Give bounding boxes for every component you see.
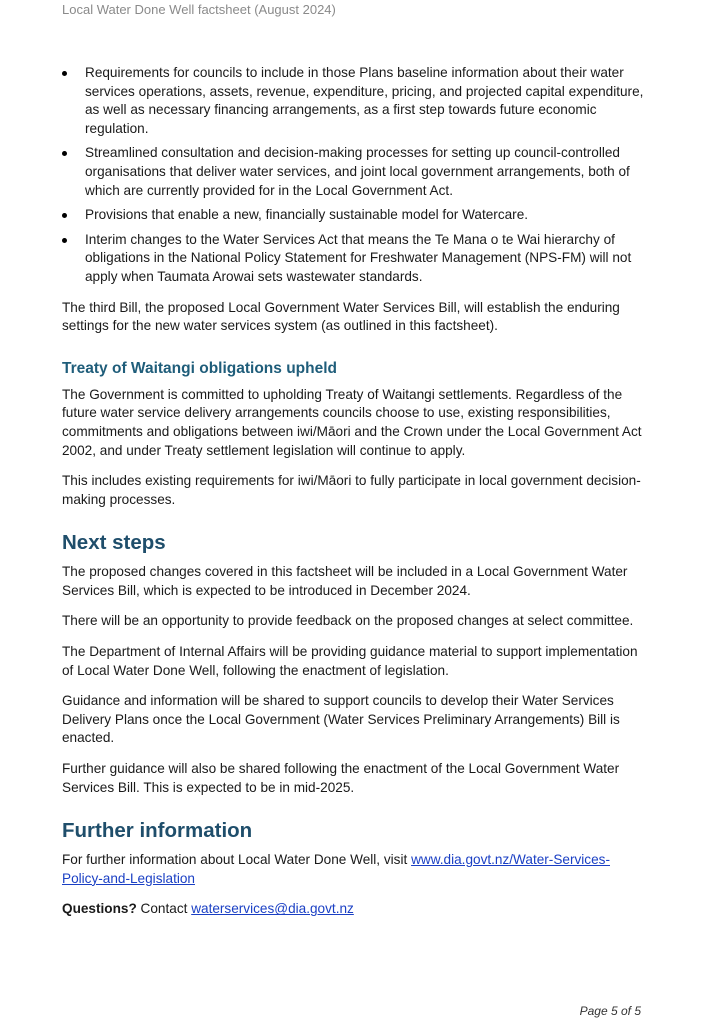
further-information-paragraph (62, 851, 644, 888)
further-information-text: For further information about Local Water Done Well, visit (62, 852, 412, 868)
next-steps-paragraph-2: There will be an opportunity to provide feedback on the proposed changes at select committee. (62, 613, 634, 629)
questions-paragraph (62, 900, 644, 919)
dia-website-link[interactable]: www.dia.govt.nz/Water-Services-Policy-and-Legislation (62, 852, 610, 886)
email-link[interactable]: waterservices@dia.govt.nz (191, 901, 354, 917)
page-content (62, 64, 644, 919)
list-item (62, 231, 644, 287)
further-information-heading: Further information (62, 819, 253, 843)
next-steps-paragraph-1: The proposed changes covered in this factsheet will be included in a Local Government Water Services Bill, which is expected to be introduced in December 2024. (62, 564, 628, 598)
list-item-text: Streamlined consultation and decision-making processes for setting up council-controlled organisations that deliver water services, and joint local government arrangements, both of which are currently provided for in the Local Government Act. (85, 145, 630, 198)
third-bill-paragraph: The third Bill, the proposed Local Government Water Services Bill, will establish the enduring settings for the new water services system (as outlined in this factsheet). (62, 299, 620, 334)
next-steps-paragraph-4: Guidance and information will be shared to support councils to develop their Water Services Delivery Plans once the Local Government (Water Services Preliminary Arrangements) Bill is enacted. (62, 693, 620, 746)
bullet-icon (62, 71, 67, 76)
treaty-paragraph-2: This includes existing requirements for iwi/Māori to fully participate in local government decision-making processes. (62, 473, 641, 507)
next-steps-paragraph-3: The Department of Internal Affairs will be providing guidance material to support implementation of Local Water Done Well, following the enactment of legislation. (62, 644, 638, 678)
list-item (62, 144, 644, 200)
list-item-text: Interim changes to the Water Services Act that means the Te Mana o te Wai hierarchy of obligations in the National Policy Statement for Freshwater Management (NPS-FM) will not apply when Taumata Arowai sets wastewater standards. (85, 231, 632, 284)
list-item-text: Requirements for councils to include in those Plans baseline information about their water services operations, assets, revenue, expenditure, pricing, and projected capital expenditure, as well as necessary financing arrangements, as a first step towards future economic regulation. (85, 65, 644, 136)
requirements-list (62, 64, 644, 287)
questions-label: Questions? (62, 901, 137, 917)
contact-text: Contact (136, 901, 192, 917)
next-steps-paragraph-5: Further guidance will also be shared following the enactment of the Local Government Water Services Bill. This is expected to be in mid-2025. (62, 761, 620, 795)
bullet-icon (62, 213, 67, 218)
bullet-icon (62, 238, 67, 243)
next-steps-heading: Next steps (62, 531, 166, 555)
treaty-paragraph-1: The Government is committed to upholding Treaty of Waitangi settlements. Regardless of the future water service delivery arrangements councils choose to use, existing responsibilities, commitments and obligations between iwi/Māori and the Crown under the Local Government Act 2002, and under Treaty settlement legislation will continue to apply. (62, 386, 642, 458)
bullet-icon (62, 151, 67, 156)
list-item (62, 206, 644, 225)
treaty-heading: Treaty of Waitangi obligations upheld (62, 359, 337, 377)
page-number: Page 5 of 5 (579, 1004, 641, 1018)
list-item-text: Provisions that enable a new, financially sustainable model for Watercare. (85, 207, 529, 223)
document-header: Local Water Done Well factsheet (August 2024) (62, 2, 336, 17)
list-item (62, 64, 644, 138)
